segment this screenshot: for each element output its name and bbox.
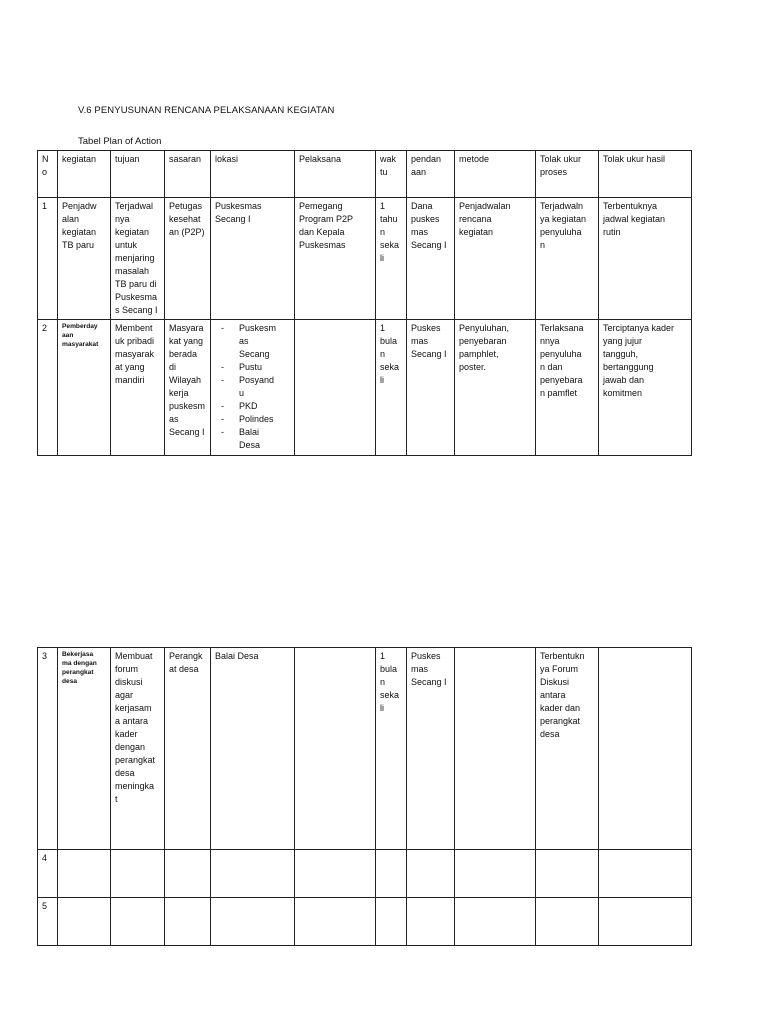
- cell-line: ya Forum: [540, 664, 579, 674]
- bullet-item: [215, 426, 290, 452]
- cell-line: mas: [411, 227, 429, 237]
- cell-lokasi: [211, 320, 295, 456]
- cell-line: bertanggung: [603, 362, 654, 372]
- empty-cell: [599, 850, 692, 898]
- cell-line: bula: [380, 664, 398, 674]
- empty-cell: [536, 898, 599, 946]
- cell-no: 3: [38, 648, 58, 850]
- header-no: [38, 151, 58, 198]
- empty-cell: [111, 898, 165, 946]
- empty-cell: [211, 898, 295, 946]
- cell-line: Secang I: [215, 214, 251, 224]
- cell-tolak-ukur-hasil: [599, 648, 692, 850]
- empty-cell: [407, 850, 455, 898]
- cell-line: meningka: [115, 781, 155, 791]
- cell-metode: [455, 198, 536, 320]
- cell-line: desa: [115, 768, 135, 778]
- bullet-item: [215, 413, 290, 426]
- bullet-item: [215, 374, 290, 400]
- cell-line: penyuluha: [540, 227, 582, 237]
- bullet-line: - Balai: [239, 427, 260, 437]
- empty-cell: [58, 850, 111, 898]
- cell-line: Membuat: [115, 651, 153, 661]
- cell-line: Puskes: [411, 651, 441, 661]
- table-row: [38, 320, 692, 456]
- cell-line: Terjadwaln: [540, 201, 584, 211]
- cell-tolak-ukur-proses: [536, 198, 599, 320]
- empty-cell: [58, 898, 111, 946]
- cell-line: desa: [62, 678, 78, 685]
- cell-pendanaan: [407, 648, 455, 850]
- empty-cell: [376, 850, 407, 898]
- empty-cell: [165, 898, 211, 946]
- cell-line: Penjadw: [62, 201, 97, 211]
- header-lokasi: lokasi: [211, 151, 295, 198]
- cell-line: Program P2P: [299, 214, 354, 224]
- cell-line: penyebaran: [459, 336, 507, 346]
- empty-cell: [599, 898, 692, 946]
- cell-line: Terlaksana: [540, 323, 584, 333]
- header-tujuan: tujuan: [111, 151, 165, 198]
- cell-lokasi: [211, 198, 295, 320]
- cell-line: Puskes: [411, 323, 441, 333]
- cell-no: 5: [38, 898, 58, 946]
- cell-line: menjaring: [115, 253, 155, 263]
- cell-pelaksana: [295, 198, 376, 320]
- cell-line: n pamflet: [540, 388, 578, 398]
- header-tolak-ukur-proses: [536, 151, 599, 198]
- cell-line: Petugas: [169, 201, 203, 211]
- cell-line: Secang I: [169, 427, 205, 437]
- cell-line: antara: [540, 690, 566, 700]
- cell-line: o: [42, 167, 48, 177]
- cell-line: Diskusi: [540, 677, 570, 687]
- cell-line: N: [42, 154, 49, 164]
- cell-line: alan: [62, 214, 80, 224]
- plan-of-action-table-part-2: [37, 647, 692, 946]
- cell-line: as: [169, 414, 179, 424]
- cell-line: Penjadwalan: [459, 201, 511, 211]
- cell-line: desa: [540, 729, 560, 739]
- cell-tujuan: [111, 320, 165, 456]
- bullet-line: u: [239, 388, 245, 398]
- cell-line: proses: [540, 167, 568, 177]
- cell-line: n: [380, 227, 386, 237]
- plan-of-action-table-part-1: [37, 150, 692, 456]
- cell-kegiatan: [58, 648, 111, 850]
- cell-line: untuk: [115, 240, 138, 250]
- header-row: [38, 151, 692, 198]
- cell-pelaksana: [295, 648, 376, 850]
- cell-line: Secang I: [411, 240, 447, 250]
- section-heading: V.6 PENYUSUNAN RENCANA PELAKSANAAN KEGIATAN: [78, 105, 335, 116]
- cell-no: 1: [38, 198, 58, 320]
- cell-line: di: [169, 362, 177, 372]
- cell-line: mandiri: [115, 375, 145, 385]
- cell-line: aan: [62, 332, 74, 339]
- cell-line: Puskesmas: [299, 240, 346, 250]
- cell-waktu: [376, 198, 407, 320]
- header-pendanaan: [407, 151, 455, 198]
- cell-line: kerjasam: [115, 703, 152, 713]
- cell-line: nya: [115, 214, 130, 224]
- cell-line: TB paru di: [115, 279, 157, 289]
- cell-no: 4: [38, 850, 58, 898]
- table-row: [38, 850, 692, 898]
- cell-line: Terjadwal: [115, 201, 154, 211]
- cell-line: agar: [115, 690, 134, 700]
- cell-tujuan: [111, 198, 165, 320]
- cell-line: nnya: [540, 336, 560, 346]
- cell-line: bula: [380, 336, 398, 346]
- cell-line: n: [380, 349, 386, 359]
- cell-line: penyebara: [540, 375, 583, 385]
- cell-line: Secang I: [411, 677, 447, 687]
- empty-cell: [455, 850, 536, 898]
- cell-line: kegiatan: [115, 227, 150, 237]
- bullet-line: - Puskesm: [239, 323, 277, 333]
- cell-line: Pemegang: [299, 201, 343, 211]
- empty-cell: [376, 898, 407, 946]
- cell-sasaran: [165, 648, 211, 850]
- cell-lokasi: [211, 648, 295, 850]
- cell-line: Perangk: [169, 651, 203, 661]
- cell-line: Membent: [115, 323, 153, 333]
- cell-metode: [455, 320, 536, 456]
- cell-pelaksana: [295, 320, 376, 456]
- cell-line: tu: [380, 167, 388, 177]
- cell-line: komitmen: [603, 388, 643, 398]
- bullet-item: [215, 361, 290, 374]
- bullet-line: - PKD: [239, 401, 258, 411]
- cell-line: dan Kepala: [299, 227, 345, 237]
- cell-waktu: [376, 648, 407, 850]
- cell-line: li: [380, 375, 384, 385]
- cell-line: masyarak: [115, 349, 155, 359]
- cell-line: Puskesmas: [215, 201, 262, 211]
- empty-cell: [407, 898, 455, 946]
- cell-pendanaan: [407, 320, 455, 456]
- bullet-line: Secang: [239, 349, 270, 359]
- cell-line: n: [380, 677, 386, 687]
- cell-tujuan: [111, 648, 165, 850]
- cell-tolak-ukur-hasil: [599, 198, 692, 320]
- cell-line: kesehat: [169, 214, 201, 224]
- cell-tolak-ukur-hasil: [599, 320, 692, 456]
- cell-tolak-ukur-proses: [536, 648, 599, 850]
- cell-line: diskusi: [115, 677, 143, 687]
- cell-line: penyuluha: [540, 349, 582, 359]
- bullet-list: [215, 322, 290, 452]
- cell-line: kat yang: [169, 336, 204, 346]
- header-kegiatan: kegiatan: [58, 151, 111, 198]
- cell-line: seka: [380, 240, 400, 250]
- cell-line: Secang I: [411, 349, 447, 359]
- cell-pendanaan: [407, 198, 455, 320]
- bullet-line: - Pustu: [239, 362, 263, 372]
- cell-line: forum: [115, 664, 139, 674]
- cell-line: at yang: [115, 362, 145, 372]
- cell-line: Terciptanya kader: [603, 323, 675, 333]
- cell-line: wak: [380, 154, 397, 164]
- empty-cell: [295, 898, 376, 946]
- cell-line: 1: [380, 651, 386, 661]
- cell-sasaran: [165, 320, 211, 456]
- cell-line: puskes: [411, 214, 440, 224]
- cell-line: poster.: [459, 362, 487, 372]
- bullet-line: Desa: [239, 440, 261, 450]
- table-row: [38, 198, 692, 320]
- empty-cell: [295, 850, 376, 898]
- empty-cell: [211, 850, 295, 898]
- cell-line: puskesm: [169, 401, 206, 411]
- cell-line: a antara: [115, 716, 149, 726]
- cell-line: berada: [169, 349, 198, 359]
- cell-line: s Secang I: [115, 305, 158, 315]
- empty-cell: [165, 850, 211, 898]
- cell-line: jawab dan: [603, 375, 645, 385]
- cell-line: aan: [411, 167, 427, 177]
- cell-metode: [455, 648, 536, 850]
- cell-kegiatan: [58, 198, 111, 320]
- cell-line: kegiatan: [459, 227, 494, 237]
- cell-line: kerja: [169, 388, 189, 398]
- bullet-line: - Polindes: [239, 414, 274, 424]
- cell-line: Puskesma: [115, 292, 158, 302]
- cell-line: Terbentukn: [540, 651, 585, 661]
- cell-line: Tolak ukur: [540, 154, 582, 164]
- cell-line: n: [540, 240, 546, 250]
- bullet-line: - Posyand: [239, 375, 275, 385]
- cell-line: 1: [380, 201, 386, 211]
- cell-waktu: [376, 320, 407, 456]
- bullet-line: as: [239, 336, 249, 346]
- cell-line: rutin: [603, 227, 621, 237]
- table-row: [38, 648, 692, 850]
- cell-line: Masyara: [169, 323, 204, 333]
- cell-line: an (P2P): [169, 227, 205, 237]
- cell-line: masalah: [115, 266, 150, 276]
- cell-line: li: [380, 253, 384, 263]
- cell-line: seka: [380, 690, 400, 700]
- cell-line: dengan: [115, 742, 146, 752]
- cell-line: n dan: [540, 362, 563, 372]
- cell-line: Balai Desa: [215, 651, 259, 661]
- cell-line: Dana: [411, 201, 433, 211]
- cell-line: Terbentuknya: [603, 201, 658, 211]
- cell-sasaran: [165, 198, 211, 320]
- cell-no: 2: [38, 320, 58, 456]
- table-caption: Tabel Plan of Action: [78, 136, 162, 147]
- cell-line: ma dengan: [62, 660, 97, 667]
- cell-line: jadwal kegiatan: [603, 214, 666, 224]
- cell-line: tahu: [380, 214, 398, 224]
- cell-line: ya kegiatan: [540, 214, 587, 224]
- cell-tolak-ukur-proses: [536, 320, 599, 456]
- header-metode: metode: [455, 151, 536, 198]
- cell-line: at desa: [169, 664, 199, 674]
- cell-line: li: [380, 703, 384, 713]
- cell-line: kader dan: [540, 703, 581, 713]
- empty-cell: [536, 850, 599, 898]
- header-pelaksana: Pelaksana: [295, 151, 376, 198]
- cell-line: perangkat: [62, 669, 94, 676]
- cell-line: pendan: [411, 154, 442, 164]
- cell-line: Bekerjasa: [62, 651, 94, 658]
- cell-line: Wilayah: [169, 375, 202, 385]
- cell-line: 1: [380, 323, 386, 333]
- bullet-item: [215, 400, 290, 413]
- cell-line: pamphlet,: [459, 349, 499, 359]
- empty-cell: [111, 850, 165, 898]
- table-row: [38, 898, 692, 946]
- cell-line: t: [115, 794, 118, 804]
- cell-line: yang jujur: [603, 336, 643, 346]
- cell-line: TB paru: [62, 240, 95, 250]
- cell-line: Penyuluhan,: [459, 323, 510, 333]
- cell-line: seka: [380, 362, 400, 372]
- bullet-item: [215, 322, 290, 361]
- cell-line: masyarakat: [62, 341, 99, 348]
- cell-line: uk pribadi: [115, 336, 155, 346]
- cell-line: Pemberday: [62, 323, 98, 330]
- header-waktu: [376, 151, 407, 198]
- cell-kegiatan: [58, 320, 111, 456]
- cell-line: tangguh,: [603, 349, 639, 359]
- header-sasaran: sasaran: [165, 151, 211, 198]
- cell-line: kegiatan: [62, 227, 97, 237]
- cell-line: rencana: [459, 214, 492, 224]
- cell-line: mas: [411, 336, 429, 346]
- header-tolak-ukur-hasil: Tolak ukur hasil: [599, 151, 692, 198]
- cell-line: perangkat: [115, 755, 156, 765]
- cell-line: mas: [411, 664, 429, 674]
- cell-line: kader: [115, 729, 138, 739]
- empty-cell: [455, 898, 536, 946]
- cell-line: perangkat: [540, 716, 581, 726]
